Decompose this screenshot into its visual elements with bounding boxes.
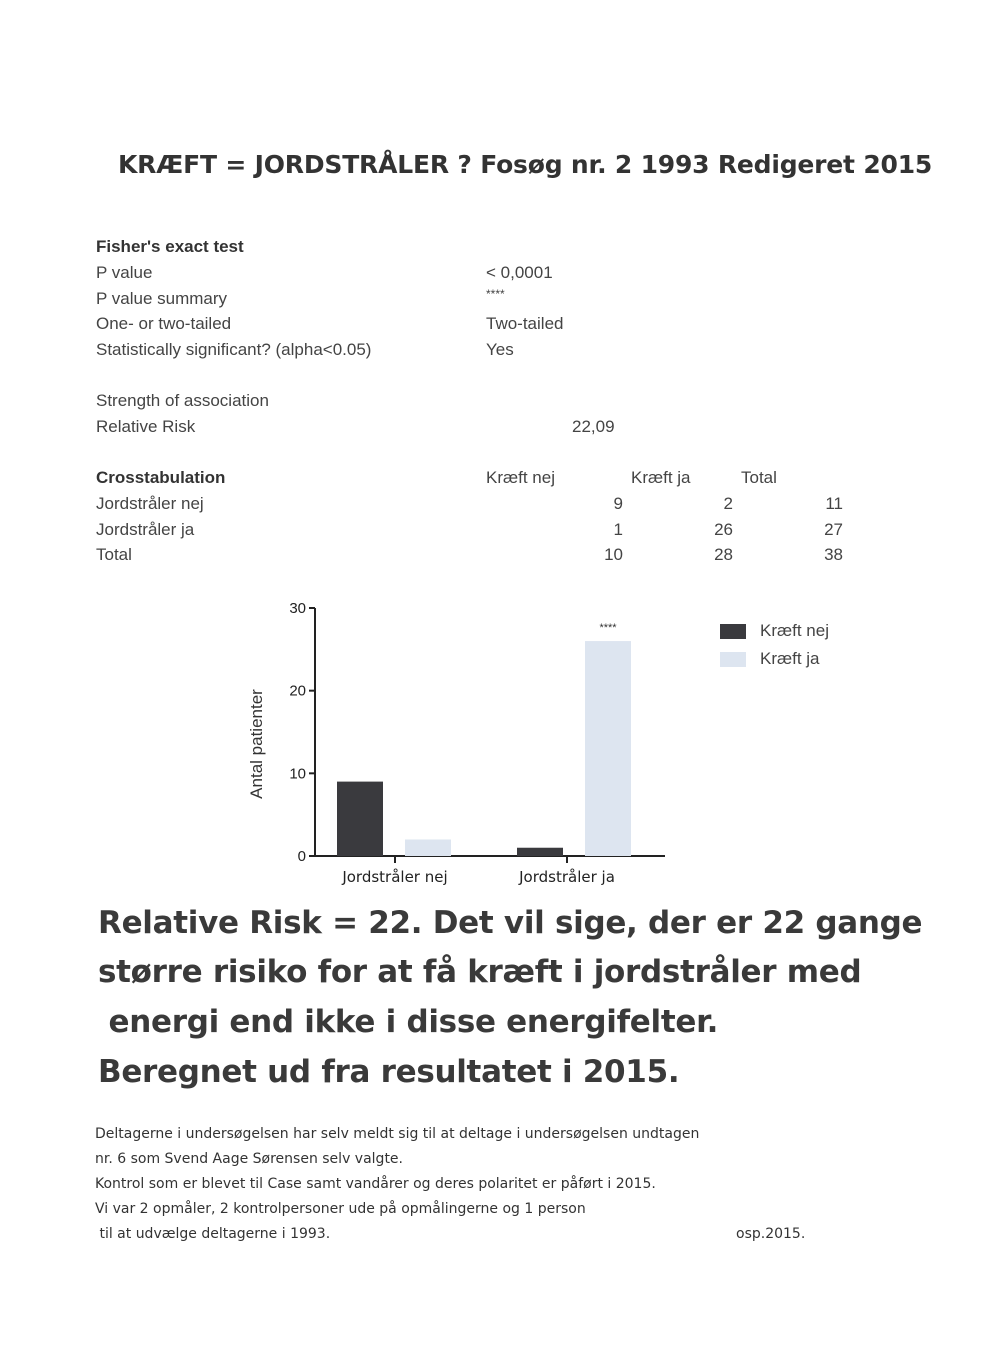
conclusion-line: energi end ikke i disse energifelter. — [98, 1004, 719, 1040]
conclusion-line: Beregnet ud fra resultatet i 2015. — [98, 1054, 680, 1090]
x-tick-label: Jordstråler ja — [519, 868, 615, 886]
legend-label: Kræft nej — [760, 621, 829, 640]
fisher-value-tailed: Two-tailed — [486, 314, 564, 333]
x-tick-label: Jordstråler nej — [342, 868, 448, 886]
legend-label: Kræft ja — [760, 649, 820, 668]
crosstab-cell: 2 — [723, 494, 733, 513]
fisher-label-summary: P value summary — [96, 289, 228, 308]
y-tick-label: 30 — [289, 600, 306, 617]
y-tick-label: 0 — [297, 848, 306, 865]
relative-risk-value: 22,09 — [572, 417, 615, 436]
crosstab-row-label: Total — [96, 545, 132, 564]
bar-kraeft-ja — [585, 641, 631, 856]
crosstab-cell: 27 — [824, 520, 843, 539]
conclusion-line: Relative Risk = 22. Det vil sige, der er 22 gange — [98, 905, 923, 941]
fisher-value-summary: **** — [486, 287, 505, 301]
crosstab-cell: 1 — [613, 520, 623, 539]
crosstab-col-kraeft-ja: Kræft ja — [631, 468, 691, 487]
crosstab-row-label: Jordstråler nej — [96, 494, 204, 513]
legend — [720, 617, 829, 673]
legend-swatch — [720, 652, 746, 667]
bar-kraeft-ja — [405, 839, 451, 856]
association-heading: Strength of association — [96, 391, 269, 410]
crosstab-cell: 26 — [714, 520, 733, 539]
fisher-value-significant: Yes — [486, 340, 514, 359]
fisher-heading: Fisher's exact test — [96, 237, 244, 256]
footnote-line: Kontrol som er blevet til Case samt vandårer og deres polaritet er påført i 2015. — [95, 1176, 656, 1192]
y-tick-label: 20 — [289, 682, 306, 700]
significance-annotation: **** — [599, 622, 617, 635]
legend-swatch — [720, 624, 746, 639]
bar-kraeft-nej — [517, 848, 563, 856]
legend-item-kraeft-ja — [720, 645, 829, 673]
footnote-line: Deltagerne i undersøgelsen har selv meldt sig til at deltage i undersøgelsen undtagen — [95, 1126, 700, 1142]
signature: osp.2015. — [736, 1226, 806, 1242]
fisher-label-pvalue: P value — [96, 263, 153, 282]
crosstab-cell: 10 — [604, 545, 623, 564]
page-title: KRÆFT = JORDSTRÅLER ? Fosøg nr. 2 1993 Redigeret 2015 — [118, 150, 933, 179]
fisher-label-tailed: One- or two-tailed — [96, 314, 232, 333]
crosstab-row-label: Jordstråler ja — [96, 520, 195, 539]
conclusion-line: større risiko for at få kræft i jordstråler med — [98, 954, 862, 990]
crosstab-heading: Crosstabulation — [96, 468, 226, 487]
crosstab-cell: 38 — [824, 545, 843, 564]
legend-item-kraeft-nej — [720, 617, 829, 645]
footnote-line: Vi var 2 opmåler, 2 kontrolpersoner ude på opmålingerne og 1 person — [95, 1201, 586, 1217]
crosstab-cell: 28 — [714, 545, 733, 564]
crosstab-cell: 9 — [613, 494, 623, 513]
fisher-value-pvalue: < 0,0001 — [486, 263, 553, 282]
crosstab-col-total: Total — [741, 468, 777, 487]
footnote-line: nr. 6 som Svend Aage Sørensen selv valgte. — [95, 1151, 403, 1167]
crosstab-col-kraeft-nej: Kræft nej — [486, 468, 555, 487]
footnote-line: til at udvælge deltagerne i 1993. — [95, 1226, 331, 1242]
fisher-label-significant: Statistically significant? (alpha<0.05) — [96, 340, 372, 359]
relative-risk-label: Relative Risk — [96, 417, 196, 436]
bar-kraeft-nej — [337, 782, 383, 856]
y-tick-label: 10 — [289, 765, 306, 783]
crosstab-cell: 11 — [825, 494, 843, 513]
y-axis-label: Antal patienter — [247, 689, 266, 799]
